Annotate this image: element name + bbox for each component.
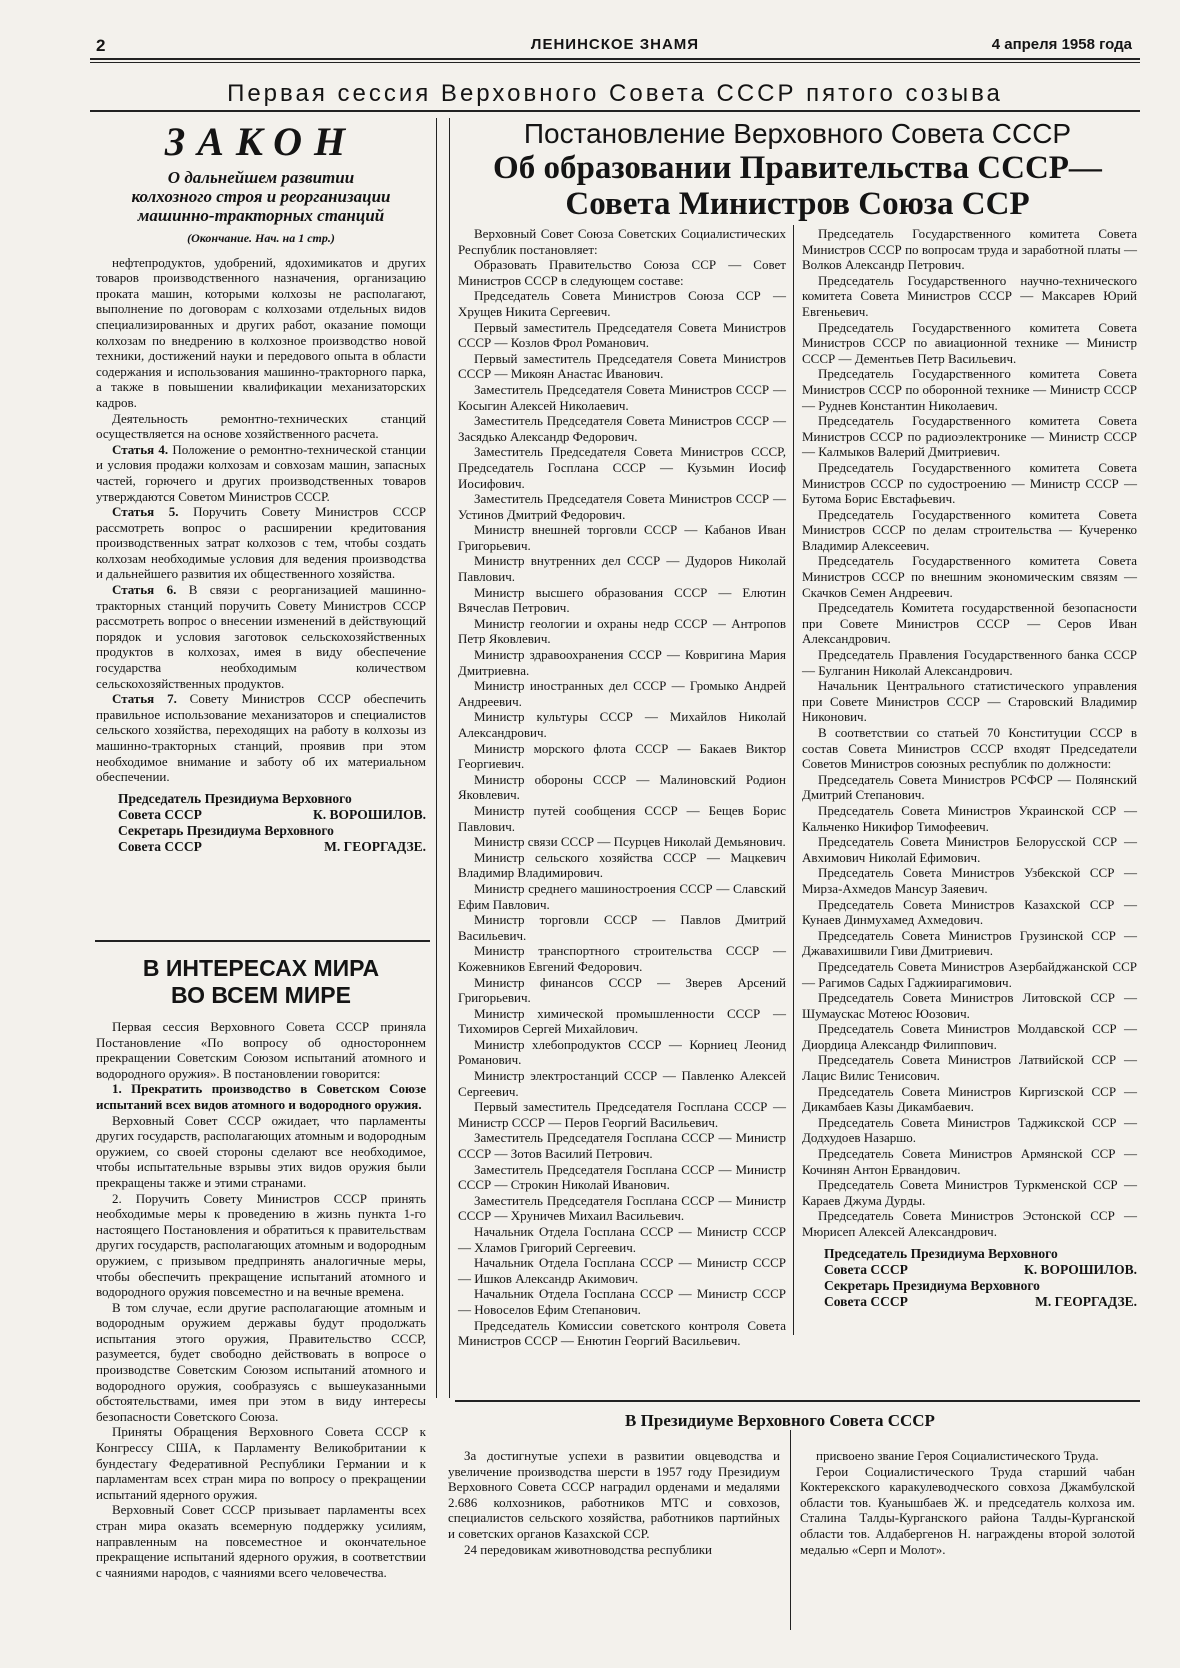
paragraph-text: 24 передовикам животноводства республики [464,1541,712,1557]
paragraph-text: Председатель Совета Министров Узбекской ССР — Мирза-Ахмедов Мансур Заяевич. [802,865,1137,896]
paragraph-text: Заместитель Председателя Совета Министров СССР, Председатель Госплана СССР — Кузьмин Иосиф Иосифович. [458,444,786,491]
paragraph [96,1502,426,1580]
signature-line: Председатель Президиума Верховного [824,1245,1058,1261]
paragraph-text: 2. Поручить Совету Министров СССР принять необходимые меры к проведению в жизнь пункта 1-го настоящего Постановления и обратиться к правительствам других государств, располагающих атомным и водородным оружием, с призывом предпринять аналогичные меры, чтобы обеспечить прекращение испытаний атомного и водородного оружия повсеместно и на вечные времена. [96,1190,426,1300]
paragraph-text: Председатель Совета Министров Казахской ССР — Кунаев Динмухамед Ахмедович. [802,896,1137,928]
paragraph [458,1162,786,1193]
peace-headline-line: В ИНТЕРЕСАХ МИРА [142,955,380,981]
paragraph [458,850,786,881]
paragraph [802,803,1137,834]
paragraph [802,600,1137,647]
peace-body [96,1019,426,1580]
paragraph-text: Министр связи СССР — Псурцев Николай Демьянович. [474,834,786,850]
paragraph [802,959,1137,990]
paragraph-text: Председатель Государственного комитета Совета Министров СССР по авиационной технике — Министр СССР — Дементьев Петр Васильевич. [802,319,1137,366]
paragraph [96,1191,426,1300]
paragraph [802,1052,1137,1083]
paragraph-text: Верховный Совет СССР призывает парламенты всех стран мира оказать всемерную поддержку усилиям, направленным на повсеместное и окончательное прекращение испытаний ядерного оружия, в соответствии с чаяниями народов, с чаяниями всего человечества. [96,1502,426,1580]
paragraph [802,834,1137,865]
presidium-column-2 [800,1448,1135,1557]
paragraph-text: В соответствии со статьей 70 Конституции СССР в состав Совета Министров СССР входят Председатели Советов Министров союзных республик по должности: [802,725,1137,772]
resolution-column-2-body [802,226,1137,1240]
paragraph-text: Председатель Совета Министров Молдавской ССР — Диордица Александр Филиппович. [802,1021,1137,1052]
paragraph-text: Министр культуры СССР — Михайлов Николай Александрович. [458,709,786,740]
paragraph [802,273,1137,320]
signature-org: Совета СССР [824,1261,908,1277]
paragraph-text: Совету Министров СССР обеспечить правильное использование механизаторов и специалистов сельского хозяйства, переходящих на работу в колхозы из машинно-тракторных станций, проявив при этом необходимое внимание и заботу об их материальном обеспечении. [96,691,427,785]
law-subtitle [96,168,426,225]
paragraph-text: Министр обороны СССР — Малиновский Родион Яковлевич. [458,771,786,803]
paragraph-text: Приняты Обращения Верховного Совета СССР к Конгрессу США, к Парламенту Великобритании к бундестагу Федеративной Республики Германии и к парламентам всех стран мира по вопросу о прекращении испытаний ядерного оружия. [96,1424,426,1502]
paragraph-text: Председатель Государственного комитета Совета Министров СССР по вопросам труда и заработной платы — Волков Александр Петрович. [802,226,1137,273]
law-subtitle-line: О дальнейшем развитии [167,168,355,187]
paragraph-text: Председатель Совета Министров Союза ССР — Хрущев Никита Сергеевич. [458,288,786,319]
paragraph [96,1424,426,1502]
paragraph [448,1448,780,1542]
column-divider [790,1430,791,1630]
paragraph-text: Заместитель Председателя Совета Министров СССР — Косыгин Алексей Николаевич. [458,381,786,413]
signature-name-line [824,1294,1137,1310]
paragraph-text: Председатель Совета Министров Армянской ССР — Кочинян Антон Ервандович. [802,1146,1137,1177]
section-rule [95,940,430,942]
paragraph-text: Председатель Государственного комитета Совета Министров СССР по судостроению — Министр СССР — Бутома Борис Евстафьевич. [802,459,1137,507]
paragraph [458,616,786,647]
paragraph [96,1019,426,1081]
paragraph [96,255,426,411]
paragraph [800,1464,1135,1558]
paragraph [458,1193,786,1224]
paragraph [458,1037,786,1068]
paragraph [458,1255,786,1286]
resolution-title-line: Совета Министров Союза ССР [565,186,1030,222]
paragraph-text: Министр хлебопродуктов СССР — Корниец Леонид Романович. [458,1036,786,1068]
paragraph [458,257,786,288]
paragraph-text: Председатель Государственного научно-технического комитета Совета Министров СССР — Максарев Юрий Евгеньевич. [802,272,1137,319]
paragraph-text: Председатель Совета Министров Украинской ССР — Кальченко Никифор Тимофеевич. [802,802,1137,834]
paragraph-text: Министр иностранных дел СССР — Громыко Андрей Андреевич. [458,678,786,709]
law-subtitle-line: колхозного строя и реорганизации [131,187,391,206]
paragraph [458,413,786,444]
paragraph-text: Председатель Правления Государственного банка СССР — Булганин Николай Александрович. [802,647,1137,678]
law-title: ЗАКОН [164,119,358,164]
paragraph [96,411,426,442]
paragraph [802,928,1137,959]
paragraph-lead: Статья 6. [112,582,177,598]
paragraph-text: Положение о ремонтно-технической станции и условия продажи колхозам и совхозам машин, запасных частей, горючего и других производственных товаров утверждаются Советом Министров СССР. [96,441,427,504]
paragraph-text: Председатель Совета Министров Эстонской ССР — Мюрисеп Алексей Александрович. [802,1208,1137,1239]
paragraph [458,226,786,257]
masthead-rule-thin [90,62,1140,63]
paragraph [458,1006,786,1037]
paragraph [802,1084,1137,1115]
column-divider [436,118,437,1398]
signature-name: К. ВОРОШИЛОВ. [1024,1261,1137,1277]
paragraph [96,1081,426,1112]
paragraph-text: Министр транспортного строительства СССР — Кожевников Евгений Федорович. [458,943,786,974]
presidium-column-1 [448,1448,780,1557]
paragraph [802,1115,1137,1146]
paragraph [802,897,1137,928]
law-continuation-note: (Окончание. Нач. на 1 стр.) [187,231,335,245]
column-divider [793,225,794,1335]
paragraph-text: Заместитель Председателя Совета Министров СССР — Засядько Александр Федорович. [458,413,786,444]
paragraph-text: Министр химической промышленности СССР — Тихомиров Сергей Михайлович. [458,1005,786,1037]
paragraph-text: Председатель Совета Министров Белорусской ССР — Авхимович Николай Ефимович. [802,834,1137,865]
paragraph [96,1300,426,1425]
paragraph [802,678,1137,725]
paragraph-text: Министр торговли СССР — Павлов Дмитрий Васильевич. [458,912,786,943]
paragraph [96,582,426,691]
paragraph [802,507,1137,554]
paragraph [802,460,1137,507]
paragraph [458,1318,786,1349]
paragraph [458,553,786,584]
paragraph-text: Начальник Центрального статистического управления при Совете Министров СССР — Старовский Владимир Никонович. [802,678,1137,725]
paragraph-lead: Статья 5. [112,504,179,520]
paragraph [96,442,426,504]
paragraph [802,647,1137,678]
paragraph-text: Председатель Государственного комитета Совета Министров СССР по оборонной технике — Министр СССР — Руднев Константин Николаевич. [802,366,1137,413]
paragraph [802,366,1137,413]
paragraph [458,678,786,709]
session-title: Первая сессия Верховного Совета СССР пятого созыва [227,80,1003,107]
paragraph [458,351,786,382]
paragraph [458,1286,786,1317]
presidium-title: В Президиуме Верховного Совета СССР [625,1411,935,1430]
paragraph [458,943,786,974]
paragraph-text: Заместитель Председателя Совета Министров СССР — Устинов Дмитрий Федорович. [458,491,786,522]
paragraph [458,585,786,616]
paragraph-text: Первый заместитель Председателя Совета Министров СССР — Козлов Фрол Романович. [458,319,786,351]
paragraph-text: Председатель Совета Министров РСФСР — Полянский Дмитрий Степанович. [802,771,1137,803]
peace-headline [96,955,426,1009]
session-title-rule [90,110,1140,112]
paragraph-text: нефтепродуктов, удобрений, ядохимикатов и других товаров производственного назначения, организацию проката машин, которыми колхозы не располагают, выполнение по договорам с колхозами отдельных видов специализированных и других работ, оказание помощи колхозам по внедрению в колхозное производство новой техники, достижений науки и передового опыта в области содержания и использования машинно-тракторного парка, а также в повышении квалификации механизаторских кадров. [96,254,426,410]
peace-headline-line: ВО ВСЕМ МИРЕ [171,982,351,1008]
paragraph-text: Министр сельского хозяйства СССР — Мацкевич Владимир Владимирович. [458,849,786,881]
paragraph [802,1146,1137,1177]
paragraph [458,975,786,1006]
paragraph-text: Начальник Отдела Госплана СССР — Министр СССР — Хламов Григорий Сергеевич. [458,1224,786,1255]
resolution-column-1 [458,226,786,1349]
signature-name: К. ВОРОШИЛОВ. [313,806,426,822]
paragraph [458,1068,786,1099]
paragraph-text: Министр внутренних дел СССР — Дудоров Николай Павлович. [458,553,786,585]
paragraph-text: Первый заместитель Председателя Совета Министров СССР — Микоян Анастас Иванович. [458,350,786,382]
signature-line: Секретарь Президиума Верховного [118,822,334,838]
signature-line: Председатель Президиума Верховного [118,790,352,806]
paragraph [458,382,786,413]
paragraph-text: Министр среднего машиностроения СССР — Славский Ефим Павлович. [458,880,786,912]
resolution-header [455,118,1140,222]
paragraph [800,1448,1135,1464]
signature-org: Совета СССР [118,838,202,854]
paragraph-text: Министр геологии и охраны недр СССР — Антропов Петр Яковлевич. [458,615,786,647]
paragraph-text: Министр финансов СССР — Зверев Арсений Григорьевич. [458,974,786,1006]
paragraph-text: Министр внешней торговли СССР — Кабанов Иван Григорьевич. [458,522,786,553]
paragraph-text: Председатель Совета Министров Латвийской ССР — Лацис Вилис Тенисович. [802,1052,1137,1084]
signature-org: Совета СССР [824,1293,908,1309]
paragraph [802,553,1137,600]
paragraph-text: Поручить Совету Министров СССР рассмотреть вопрос о расширении кредитования производственных затрат колхозов с тем, чтобы создать колхозам необходимые условия для ведения производства и дальнейшего развития их общественного хозяйства. [96,504,426,582]
paragraph [802,226,1137,273]
newspaper-name: ЛЕНИНСКОЕ ЗНАМЯ [530,36,700,53]
signature-name: М. ГЕОРГАДЗЕ. [1035,1293,1137,1309]
paragraph [458,912,786,943]
paragraph [458,491,786,522]
signature-name-line [118,807,426,823]
paragraph [802,1021,1137,1052]
resolution-title [455,150,1140,222]
paragraph [96,1113,426,1191]
paragraph [802,1177,1137,1208]
signature-name: М. ГЕОРГАДЗЕ. [324,838,426,854]
law-body [96,255,426,785]
paragraph [458,1099,786,1130]
paragraph-text: Министр морского флота СССР — Бакаев Виктор Георгиевич. [458,740,786,772]
paragraph [458,288,786,319]
paragraph [458,320,786,351]
page-number: 2 [96,36,106,55]
paragraph-text: Председатель Совета Министров Грузинской ССР — Джавахишвили Гиви Дмитриевич. [802,927,1137,959]
paragraph [458,709,786,740]
paragraph [458,772,786,803]
masthead [90,36,1140,56]
paragraph-text: В связи с реорганизацией машинно-тракторных станций поручить Совету Министров СССР рассмотреть вопрос о внесении изменений в действующий порядок и условия заготовок сельскохозяйственных продуктов в колхозах, имея в виду обеспечение государства необходимым количеством сельскохозяйственных продуктов. [96,582,426,691]
paragraph-text: Председатель Совета Министров Азербайджанской ССР — Рагимов Садых Гаджиирагимович. [802,958,1137,990]
paragraph [802,865,1137,896]
paragraph-text: Министр электростанций СССР — Павленко Алексей Сергеевич. [458,1068,786,1099]
paragraph-text: присвоено звание Героя Социалистического Труда. [816,1448,1099,1463]
signature-name-line [118,839,426,855]
paragraph-text: Председатель Государственного комитета Совета Министров СССР по делам строительства — Кучеренко Владимир Алексеевич. [802,506,1137,553]
signature-org: Совета СССР [118,806,202,822]
signature-name-line [824,1262,1137,1278]
paragraph-lead: Статья 7. [112,691,177,707]
paragraph-text: Заместитель Председателя Госплана СССР — Министр СССР — Зотов Василий Петрович. [458,1130,786,1162]
paragraph-text: Председатель Комиссии советского контроля Совета Министров СССР — Енютин Георгий Васильевич. [458,1317,786,1349]
paragraph-text: Министр путей сообщения СССР — Бещев Борис Павлович. [458,802,786,834]
paragraph-lead: 1. Прекратить производство в Советском Союзе испытаний всех видов атомного и водородного оружия. [96,1081,426,1112]
paragraph-text: В том случае, если другие располагающие атомным и водородным оружием державы будут продолжать испытания этого оружия, Правительство СССР, разумеется, будет свободно действовать в вопросе о производстве Советским Союзом испытаний атомного и водородного оружия, сообразуясь с вышеуказанными обстоятельствами, имея при этом в виду интересы безопасности Советского Союза. [96,1299,426,1424]
paragraph [96,691,426,785]
paragraph [458,1224,786,1255]
issue-date: 4 апреля 1958 года [991,36,1132,53]
paragraph-text: Заместитель Председателя Госплана СССР — Министр СССР — Строкин Николай Иванович. [458,1161,786,1193]
paragraph [96,504,426,582]
resolution-title-line: Об образовании Правительства СССР— [493,150,1102,186]
paragraph [458,522,786,553]
paragraph-text: Деятельность ремонтно-технических станций осуществляется на основе хозяйственного расчета. [96,410,426,442]
paragraph-text: Герои Социалистического Труда старший чабан Коктерекского каракулеводческого совхоза Джамбулской области тов. Куанышбаев Ж. и председатель колхоза им. Сталина Талды-Курганского района Талды-Курганской области тов. Алдабергенов Н. награждены второй золотой медалью «Серп и Молот». [800,1463,1135,1557]
column-divider [449,118,450,1398]
paragraph [802,1208,1137,1239]
paragraph-text: Образовать Правительство Союза ССР — Совет Министров СССР в следующем составе: [458,257,786,288]
paragraph [458,444,786,491]
signature-line: Секретарь Президиума Верховного [824,1277,1040,1293]
resolution-signatures [824,1246,1137,1310]
paragraph [458,881,786,912]
paragraph-text: Первая сессия Верховного Совета СССР приняла Постановление «По вопросу об одностороннем прекращении Советским Союзом испытаний атомного и водородного оружия». В постановлении говорится: [96,1019,426,1081]
paragraph-text: Министр здравоохранения СССР — Ковригина Мария Дмитриевна. [458,647,786,678]
paragraph-text: Председатель Совета Министров Киргизской ССР — Дикамбаев Казы Дикамбаевич. [802,1083,1137,1115]
paragraph-text: Председатель Государственного комитета Совета Министров СССР по радиоэлектронике — Министр СССР — Калмыков Валерий Дмитриевич. [802,413,1137,460]
paragraph-text: Начальник Отдела Госплана СССР — Министр СССР — Ишков Александр Акимович. [458,1255,786,1286]
paragraph-text: Начальник Отдела Госплана СССР — Министр СССР — Новоселов Ефим Степанович. [458,1286,786,1317]
law-subtitle-line: машинно-тракторных станций [137,206,385,225]
resolution-top: Постановление Верховного Совета СССР [523,118,1072,149]
paragraph-text: Верховный Совет СССР ожидает, что парламенты других государств, располагающих атомным и водородным оружием, со своей стороны сделают все необходимое, чтобы испытательные взрывы этих видов оружия были прекращены также и этими странами. [96,1112,426,1190]
law-signatures [118,791,426,855]
resolution-column-2 [802,226,1137,1310]
paragraph [458,834,786,850]
paragraph [458,741,786,772]
paragraph-text: Министр высшего образования СССР — Елютин Вячеслав Петрович. [458,584,786,616]
masthead-rule [90,58,1140,60]
paragraph [448,1542,780,1558]
law-column [96,120,426,855]
section-rule [455,1400,1140,1402]
paragraph-text: Председатель Совета Министров Туркменской ССР — Караев Джума Дурды. [802,1177,1137,1208]
paragraph-text: Председатель Государственного комитета Совета Министров СССР по внешним экономическим связям — Скачков Семен Андреевич. [802,553,1137,600]
paragraph-text: За достигнутые успехи в развитии овцеводства и увеличение производства шерсти в 1957 году Президиум Верховного Совета СССР наградил орденами и медалями 2.686 колхозников, работников МТС и совхозов, специалистов сельского хозяйства, работников партийных и советских органов Казахской ССР. [448,1448,780,1541]
paragraph [458,1130,786,1161]
paragraph-text: Председатель Совета Министров Литовской ССР — Шумаускас Мотеюс Юозович. [802,990,1137,1021]
paragraph [458,803,786,834]
paragraph-text: Председатель Комитета государственной безопасности при Совете Министров СССР — Серов Иван Александрович. [802,600,1137,647]
paragraph-text: Первый заместитель Председателя Госплана СССР — Министр СССР — Перов Георгий Васильевич. [458,1099,786,1130]
paragraph [802,990,1137,1021]
paragraph [802,320,1137,367]
peace-column [96,955,426,1580]
paragraph-text: Верховный Совет Союза Советских Социалистических Республик постановляет: [458,226,786,257]
paragraph-lead: Статья 4. [112,441,169,457]
paragraph-text: Председатель Совета Министров Таджикской ССР — Додхудоев Назаршо. [802,1114,1137,1146]
paragraph-text: Заместитель Председателя Госплана СССР — Министр СССР — Хруничев Михаил Васильевич. [458,1192,786,1224]
paragraph [458,647,786,678]
paragraph [802,772,1137,803]
paragraph [802,413,1137,460]
paragraph [802,725,1137,772]
